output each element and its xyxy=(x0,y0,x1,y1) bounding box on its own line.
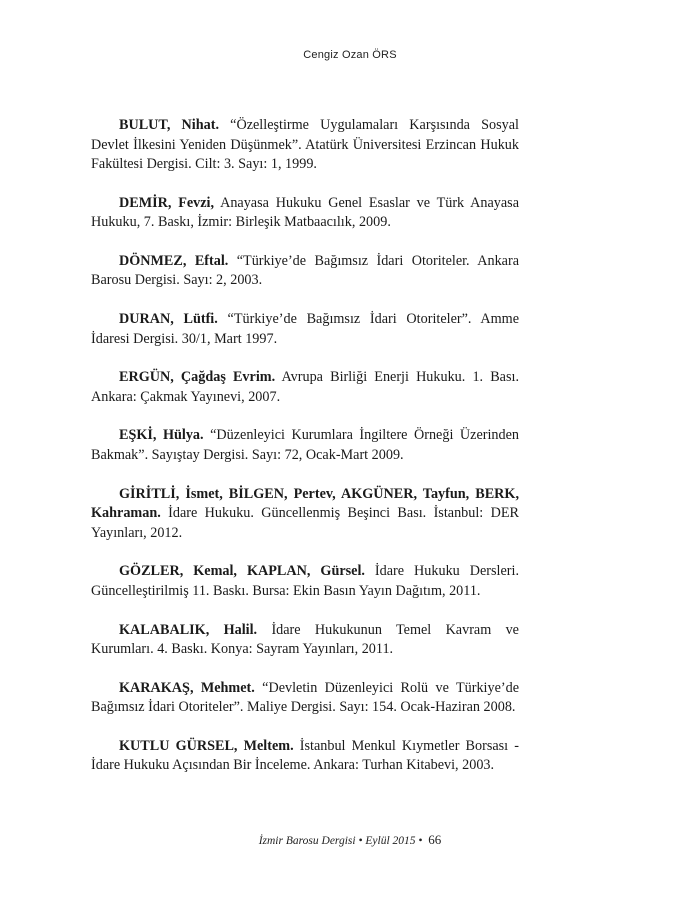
reference-entry xyxy=(91,621,519,660)
reference-author: DURAN, Lütfi. xyxy=(119,311,218,328)
reference-entry xyxy=(91,426,519,465)
reference-text: İdare Hukukunun Temel Kavram ve Kurumları. 4. Baskı. Konya: Sayram Yayınları, 2011. xyxy=(91,621,519,657)
reference-text: Anayasa Hukuku Genel Esaslar ve Türk Anayasa Hukuku, 7. Baskı, İzmir: Birleşik Matbaacılık, 2009. xyxy=(91,194,519,231)
reference-text: “Türkiye’de Bağımsız İdari Otoriteler. Ankara Barosu Dergisi. Sayı: 2, 2003. xyxy=(91,252,519,289)
page-number: 66 xyxy=(428,832,442,847)
reference-author: GÖZLER, Kemal, KAPLAN, Gürsel. xyxy=(119,563,365,580)
reference-entry xyxy=(91,116,519,175)
running-header: Cengiz Ozan ÖRS xyxy=(303,49,397,61)
reference-text: Avrupa Birliği Enerji Hukuku. 1. Bası. Ankara: Çakmak Yayınevi, 2007. xyxy=(91,369,519,405)
reference-entry xyxy=(91,679,519,718)
reference-author: KUTLU GÜRSEL, Meltem. xyxy=(119,737,294,754)
reference-text: İstanbul Menkul Kıymetler Borsası - İdare Hukuku Açısından Bir İnceleme. Ankara: Turhan Kitabevi, 2003. xyxy=(91,737,519,774)
reference-text: İdare Hukuku. Güncellenmiş Beşinci Bası. İstanbul: DER Yayınları, 2012. xyxy=(91,505,519,541)
reference-author: ERGÜN, Çağdaş Evrim. xyxy=(119,369,276,386)
reference-author: DEMİR, Fevzi, xyxy=(119,194,215,211)
reference-entry xyxy=(91,368,519,407)
bibliography-list xyxy=(91,116,519,795)
reference-entry xyxy=(91,252,519,291)
reference-text: “Devletin Düzenleyici Rolü ve Türkiye’de Bağımsız İdari Otoriteler”. Maliye Dergisi. Sayı: 154. Ocak-Haziran 2008. xyxy=(91,679,519,716)
reference-entry xyxy=(91,310,519,349)
page-footer xyxy=(0,832,700,848)
reference-author: BULUT, Nihat. xyxy=(119,117,219,133)
reference-text: “Düzenleyici Kurumlara İngiltere Örneği Üzerinden Bakmak”. Sayıştay Dergisi. Sayı: 72, Ocak-Mart 2009. xyxy=(91,427,519,463)
reference-text: “Türkiye’de Bağımsız İdari Otoriteler”. Amme İdaresi Dergisi. 30/1, Mart 1997. xyxy=(91,311,519,347)
reference-entry xyxy=(91,485,519,544)
reference-author: GİRİTLİ, İsmet, BİLGEN, Pertev, AKGÜNER, Tayfun, BERK, Kahraman. xyxy=(91,485,519,522)
reference-entry xyxy=(91,562,519,601)
reference-author: KALABALIK, Halil. xyxy=(119,621,258,638)
reference-author: KARAKAŞ, Mehmet. xyxy=(119,679,255,696)
reference-entry xyxy=(91,737,519,776)
reference-entry xyxy=(91,194,519,233)
reference-text: İdare Hukuku Dersleri. Güncelleştirilmiş 11. Baskı. Bursa: Ekin Basın Yayın Dağıtım, 2011. xyxy=(91,563,519,599)
journal-citation: İzmir Barosu Dergisi • Eylül 2015 • xyxy=(258,835,423,847)
reference-author: DÖNMEZ, Eftal. xyxy=(119,252,229,269)
reference-text: “Özelleştirme Uygulamaları Karşısında Sosyal Devlet İlkesini Yeniden Düşünmek”. Atatürk Üniversitesi Erzincan Hukuk Fakültesi Dergisi. Cilt: 3. Sayı: 1, 1999. xyxy=(91,117,519,172)
reference-author: EŞKİ, Hülya. xyxy=(119,427,204,444)
